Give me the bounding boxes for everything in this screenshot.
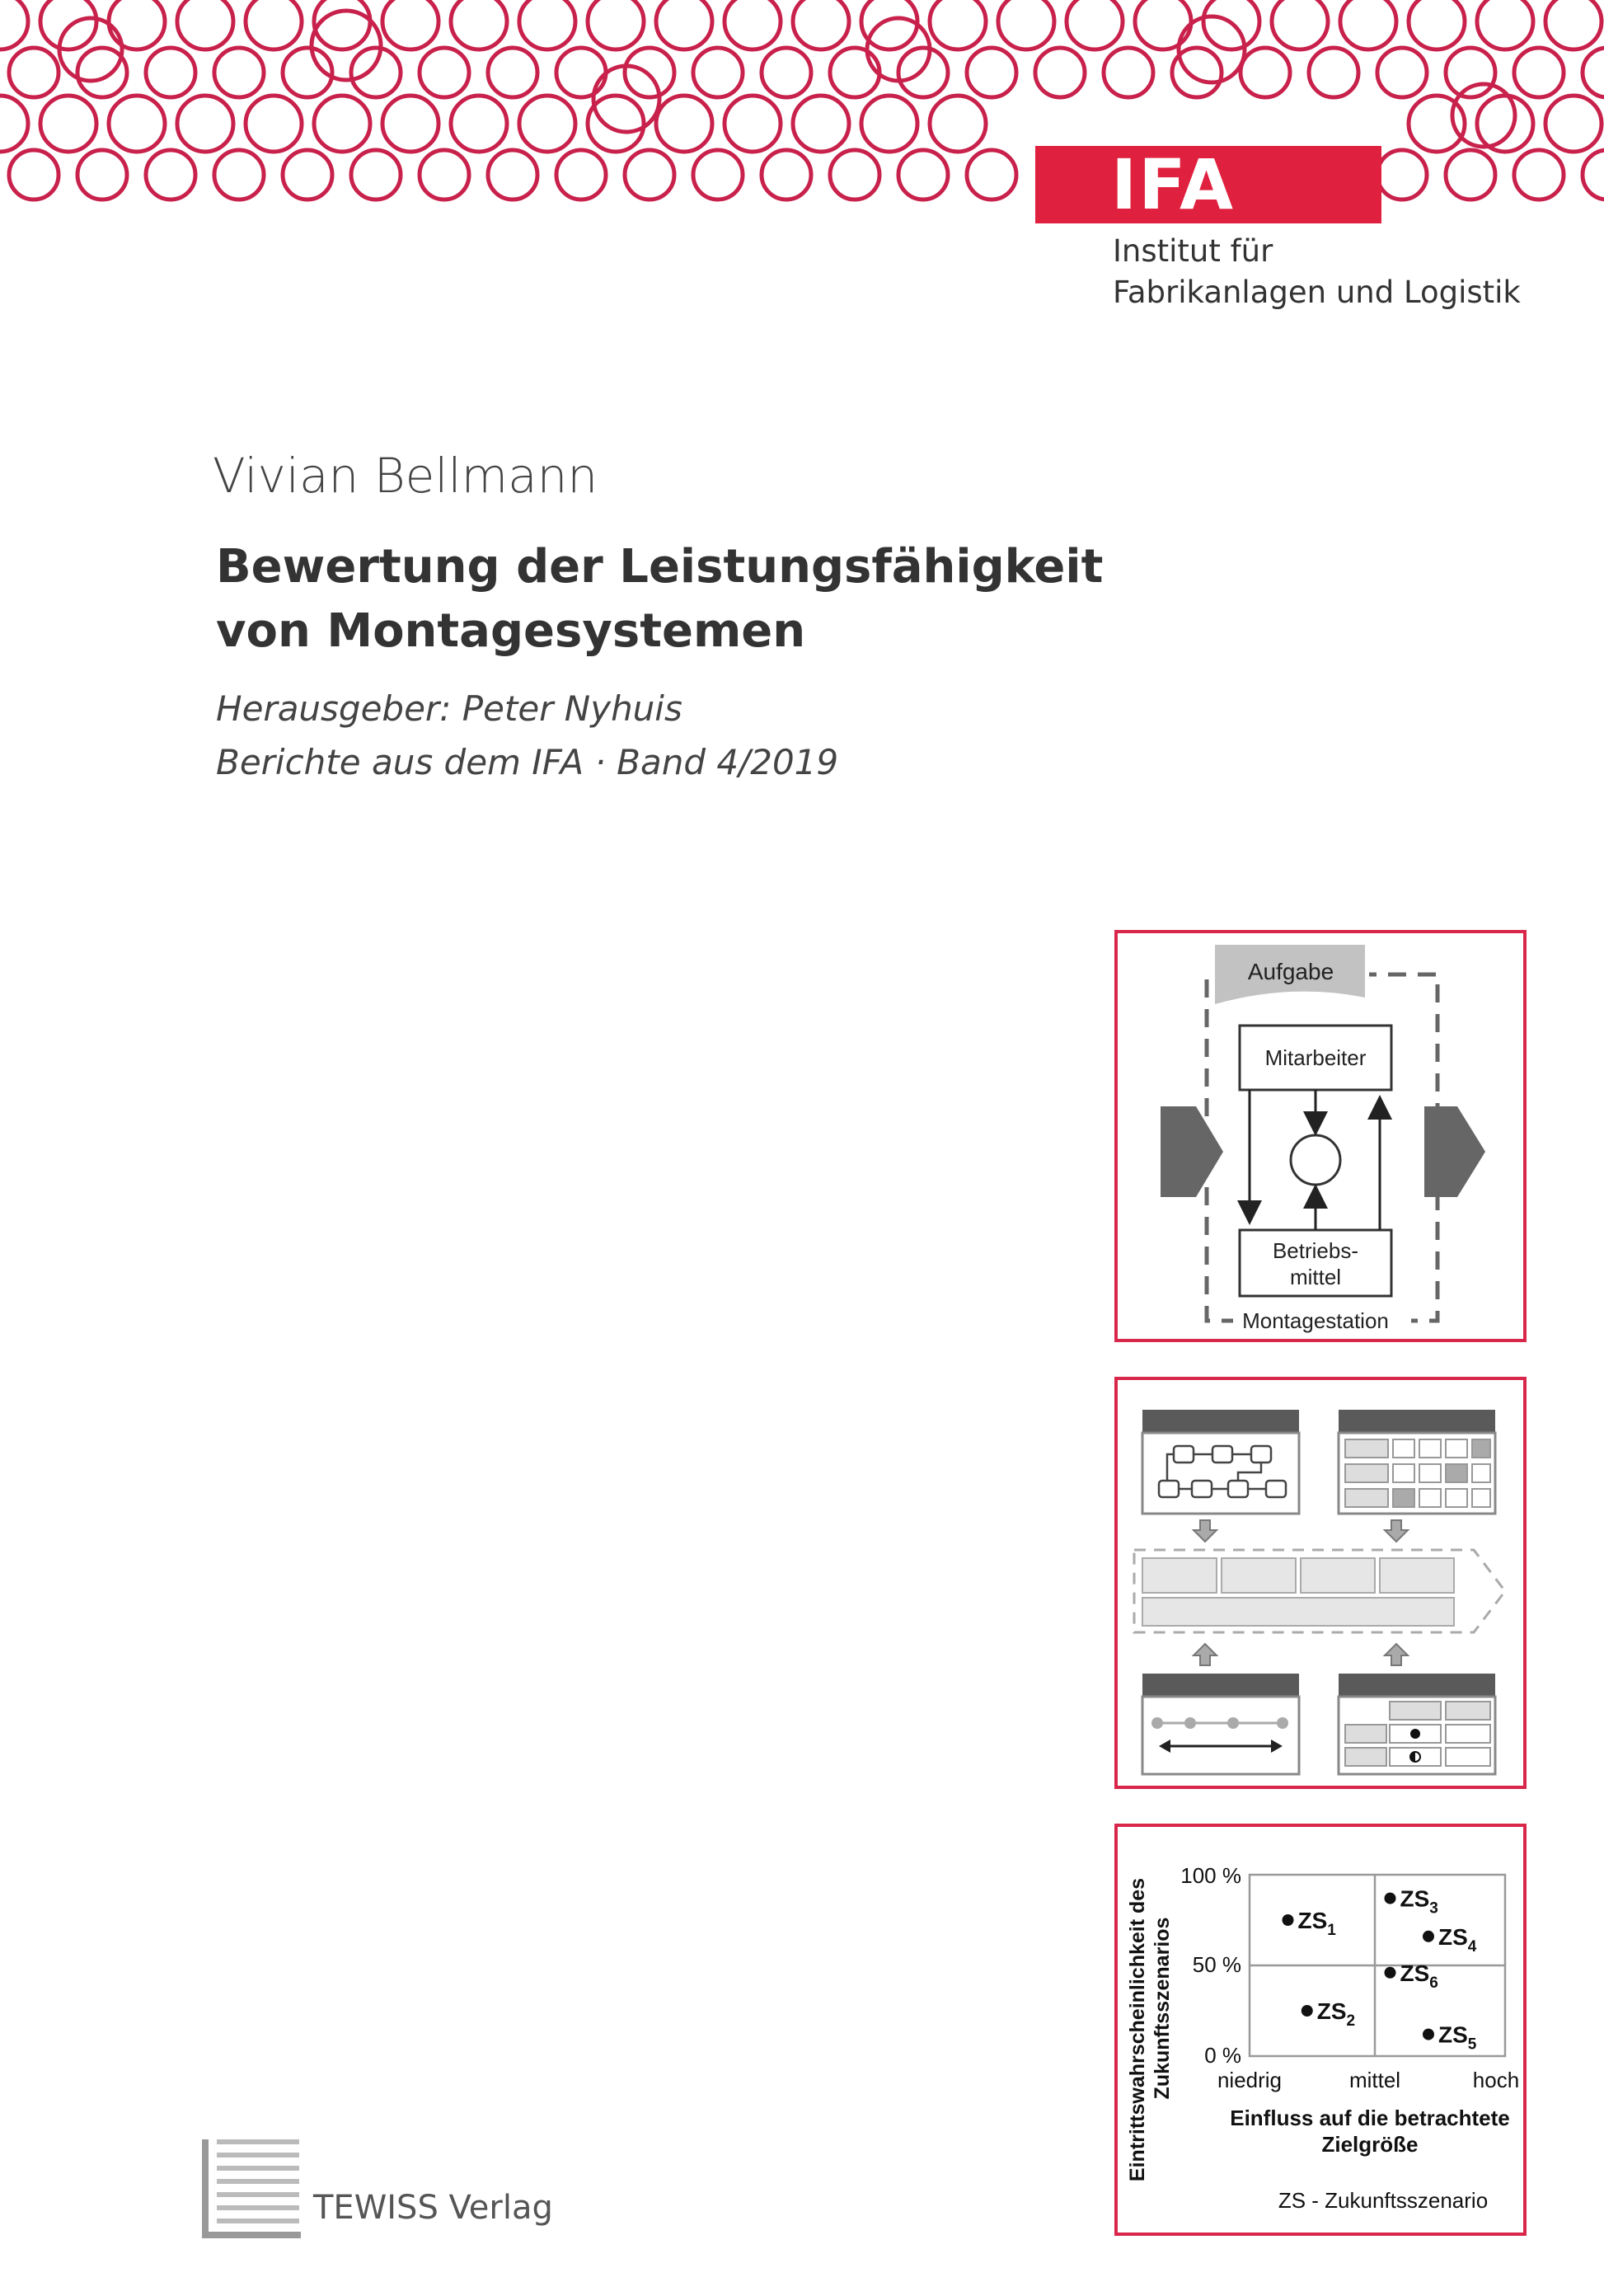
- book-title-line2: von Montagesystemen: [216, 604, 806, 658]
- decorative-circle: [967, 48, 1016, 97]
- schematic-header: [1142, 1674, 1299, 1697]
- decorative-circle: [1514, 150, 1564, 200]
- series-line: Berichte aus dem IFA · Band 4/2019: [216, 742, 839, 782]
- decorative-circle: [793, 96, 849, 152]
- x-tick-label: hoch: [1472, 2068, 1520, 2092]
- equipment-label-line2: mittel: [1289, 1265, 1342, 1289]
- decorative-circle: [314, 96, 370, 152]
- decorative-circle: [1104, 48, 1153, 97]
- scenario-point-label: $ZS_1$: [1297, 1908, 1336, 1939]
- publisher-name: TEWISS Verlag: [313, 2189, 553, 2227]
- decorative-circle: [214, 48, 264, 97]
- decorative-circle: [1241, 48, 1290, 97]
- ifa-logo: IFA: [1035, 146, 1381, 223]
- decorative-circle: [420, 150, 469, 200]
- equipment-label-line1: Betriebs-: [1272, 1238, 1359, 1263]
- decorative-circle: [214, 150, 264, 200]
- decorative-circle: [9, 48, 59, 97]
- decorative-circle: [793, 0, 849, 49]
- decorative-circle: [762, 150, 811, 200]
- decorative-circle: [830, 150, 879, 200]
- scenario-point-label: $ZS_2$: [1316, 1998, 1356, 2030]
- decorative-circle: [1309, 48, 1358, 97]
- decorative-circle: [1035, 48, 1085, 97]
- decorative-circle: [177, 0, 233, 49]
- decorative-circle: [556, 48, 606, 97]
- scenario-point: [1423, 1931, 1434, 1942]
- decorative-circle: [625, 48, 674, 97]
- decorative-circle: [588, 0, 644, 49]
- scenario-point: [1385, 1893, 1396, 1904]
- x-tick-label: niedrig: [1217, 2068, 1283, 2092]
- decorative-circle: [488, 150, 537, 200]
- decorative-circle: [1477, 96, 1533, 152]
- decorative-circle: [1446, 48, 1495, 97]
- decorative-circle: [146, 48, 195, 97]
- author-name: Vivian Bellmann: [213, 448, 598, 504]
- x-axis-title-line2: Zielgröße: [1321, 2132, 1419, 2157]
- decorative-circle: [1583, 150, 1604, 200]
- institute-name-line1: Institut für: [1113, 233, 1273, 269]
- decorative-circle: [725, 0, 781, 49]
- decorative-circle: [656, 0, 712, 49]
- worker-label: Mitarbeiter: [1264, 1045, 1367, 1070]
- decorative-circle: [693, 48, 743, 97]
- decorative-circle: [625, 150, 674, 200]
- decorative-circle: [762, 48, 811, 97]
- y-tick-label: 50 %: [1192, 1952, 1241, 1977]
- schematic-header: [1339, 1674, 1495, 1697]
- process-flow-box: [1142, 1433, 1299, 1514]
- decorative-circle: [898, 150, 948, 200]
- scenario-point: [1385, 1967, 1396, 1979]
- decorative-circle: [930, 0, 986, 49]
- scenario-point: [1283, 1914, 1294, 1926]
- schematic-header: [1142, 1410, 1299, 1433]
- decorative-circle: [519, 0, 575, 49]
- decorative-circle: [1545, 0, 1602, 49]
- decorative-circle: [1377, 48, 1427, 97]
- decorative-circle: [0, 96, 28, 152]
- decorative-circle: [556, 150, 606, 200]
- decorative-circle: [382, 0, 439, 49]
- institute-name-line2: Fabrikanlagen und Logistik: [1113, 275, 1521, 310]
- decorative-circle: [1583, 48, 1604, 97]
- decorative-circle: [1545, 96, 1602, 152]
- decorative-circle: [382, 96, 439, 152]
- decorative-circle: [177, 96, 233, 152]
- assembly-station-diagram: [1114, 930, 1527, 1342]
- decorative-circle: [451, 96, 507, 152]
- decorative-circle: [693, 150, 743, 200]
- decorative-circle: [588, 96, 644, 152]
- workpiece-circle: [1291, 1135, 1340, 1185]
- decorative-circle: [0, 0, 28, 49]
- book-title-line1: Bewertung der Leistungsfähigkeit: [216, 540, 1104, 594]
- scenario-point-label: $ZS_6$: [1400, 1960, 1438, 1992]
- decorative-circle: [930, 96, 986, 152]
- decorative-circle: [725, 96, 781, 152]
- decorative-circle: [861, 96, 917, 152]
- scenario-chart: [1114, 1824, 1527, 2236]
- decorative-circle: [146, 150, 195, 200]
- decorative-circle: [967, 150, 1016, 200]
- station-label: Montagestation: [1242, 1308, 1389, 1333]
- decorative-circle: [451, 0, 507, 49]
- editor-line: Herausgeber: Peter Nyhuis: [216, 688, 682, 729]
- decorative-circle: [1135, 0, 1191, 49]
- publisher-logo: [202, 2139, 301, 2238]
- task-label: Aufgabe: [1247, 959, 1334, 984]
- decorative-circle: [1409, 0, 1465, 49]
- decorative-circle: [314, 0, 370, 49]
- scenario-point-label: $ZS_5$: [1438, 2021, 1477, 2054]
- scenario-point: [1301, 2005, 1313, 2017]
- decorative-circle: [1340, 0, 1396, 49]
- decorative-circle: [1477, 0, 1533, 49]
- decorative-circle: [1377, 150, 1427, 200]
- decorative-circle: [1067, 0, 1123, 49]
- y-axis-title-line2: Zukunftsszenarios: [1151, 1917, 1174, 2100]
- schematic-header: [1339, 1410, 1495, 1433]
- y-tick-label: 0 %: [1204, 2043, 1241, 2068]
- decorative-circle: [351, 48, 401, 97]
- scenario-point: [1423, 2029, 1434, 2040]
- decorative-circle: [898, 48, 948, 97]
- output-flow-arrow: [1424, 1106, 1485, 1197]
- scenario-point-label: $ZS_4$: [1438, 1923, 1477, 1956]
- y-axis-title-line1: Eintrittswahrscheinlichkeit des: [1126, 1877, 1149, 2182]
- decorative-circle: [351, 150, 401, 200]
- decorative-circle: [998, 0, 1054, 49]
- decorative-circle: [312, 11, 381, 80]
- scenario-point-label: $ZS_3$: [1400, 1885, 1438, 1918]
- decorative-circle: [40, 96, 96, 152]
- timeline-box: [1142, 1697, 1299, 1774]
- method-schematic: [1114, 1377, 1527, 1789]
- decorative-circle: [1514, 48, 1564, 97]
- decorative-circle: [420, 48, 469, 97]
- x-axis-title-line1: Einfluss auf die betrachtete: [1230, 2106, 1510, 2130]
- decorative-circle: [9, 150, 59, 200]
- decorative-circle: [1272, 0, 1328, 49]
- decorative-circle: [77, 150, 127, 200]
- decorative-circle: [283, 150, 332, 200]
- decorative-circle: [656, 96, 712, 152]
- decorative-circle: [109, 96, 165, 152]
- input-flow-arrow: [1161, 1106, 1223, 1197]
- decorative-circle: [246, 96, 302, 152]
- decorative-circle: [109, 0, 165, 49]
- decorative-circle: [1446, 150, 1495, 200]
- chart-legend: ZS - Zukunftsszenario: [1278, 2188, 1489, 2213]
- decorative-circle: [246, 0, 302, 49]
- y-tick-label: 100 %: [1180, 1863, 1241, 1888]
- decorative-circle: [519, 96, 575, 152]
- x-tick-label: mittel: [1348, 2068, 1401, 2092]
- decorative-circle: [830, 48, 879, 97]
- decorative-circle: [488, 48, 537, 97]
